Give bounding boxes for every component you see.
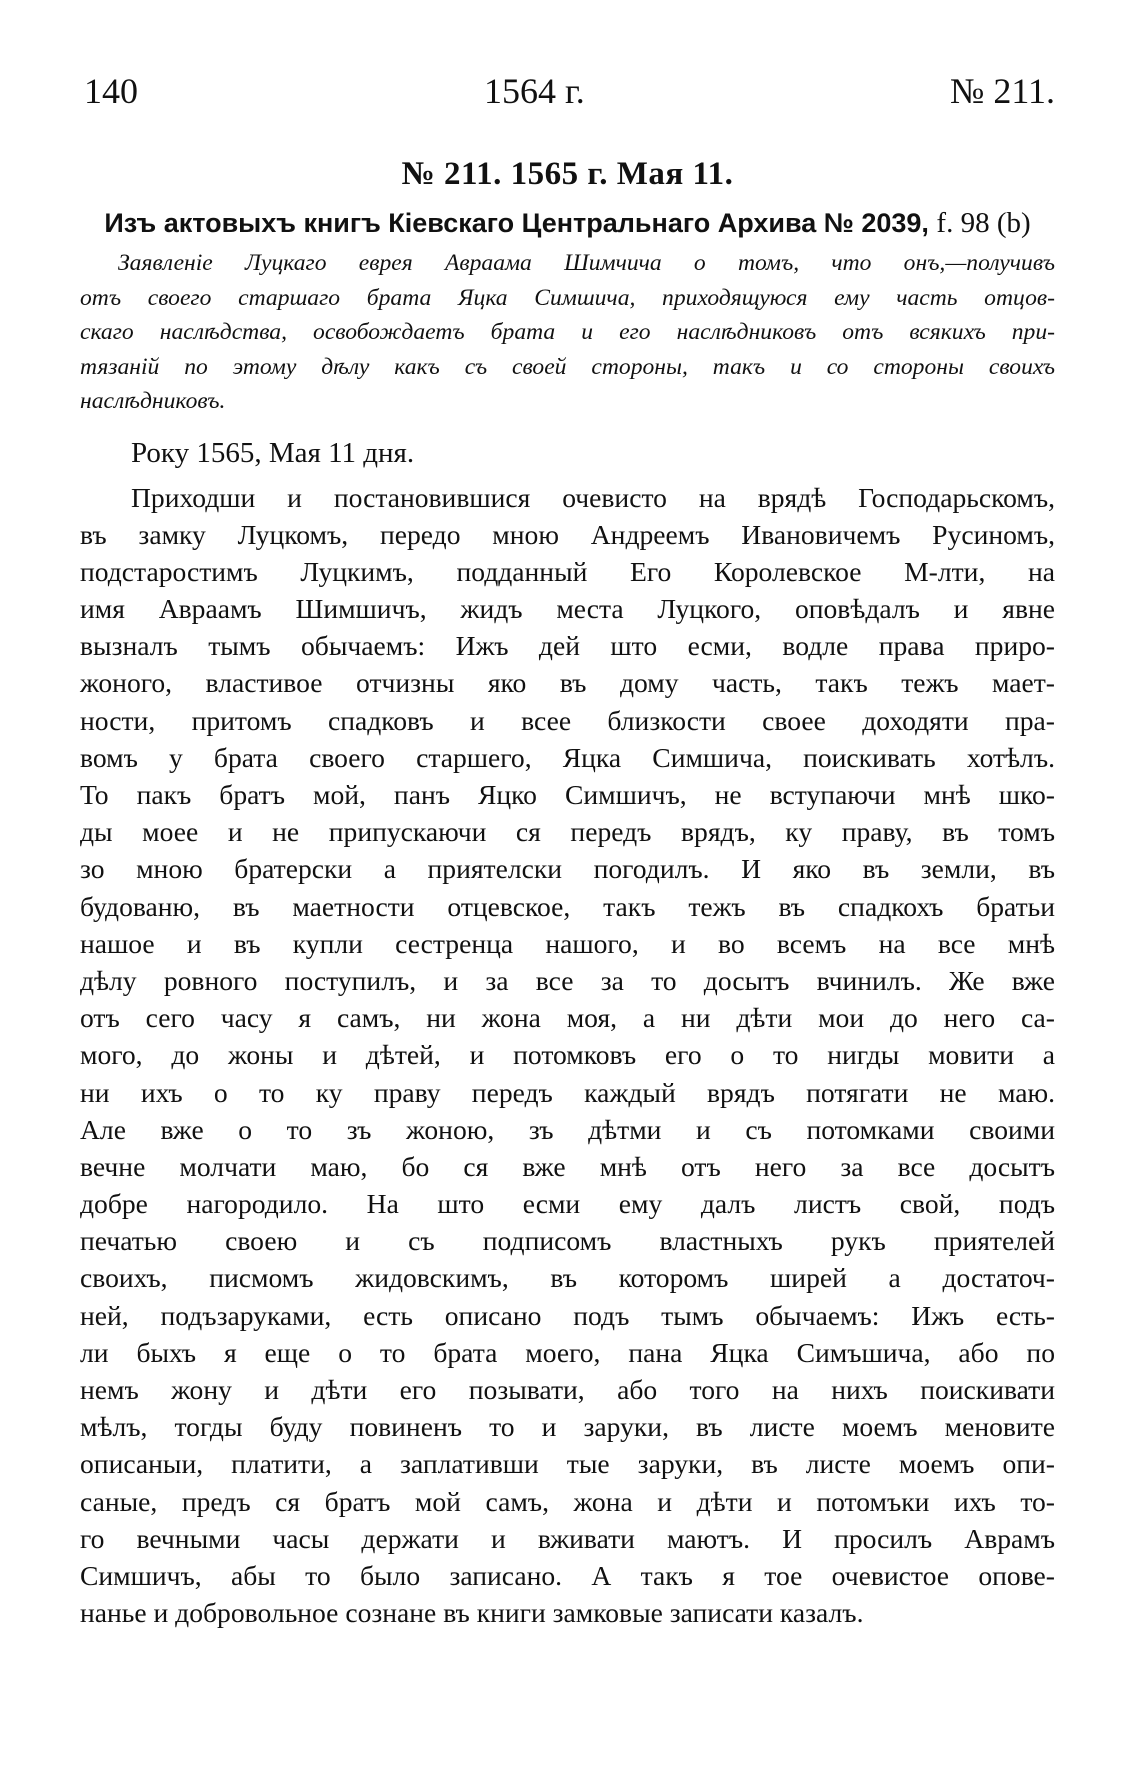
source-folio: f. 98 (b) <box>936 207 1031 239</box>
document-page <box>80 60 1055 1631</box>
body-text <box>80 479 1055 1632</box>
body-line: ности, притомъ спадковъ и всее близкости своее доходяти пра- <box>80 704 1055 736</box>
body-line: печатью своею и съ подписомъ властныхъ рукъ приятелей <box>80 1225 1055 1257</box>
summary-line: скаго наслѣдства, освобождаетъ брата и его наслѣдниковъ отъ всякихъ при- <box>80 319 1055 345</box>
body-line: ни ихъ о то ку праву передъ каждый врядъ потягати не маю. <box>80 1076 1055 1108</box>
body-line: отъ сего часу я самъ, ни жона моя, а ни дѣти мои до него са- <box>80 1002 1055 1034</box>
document-summary <box>80 246 1055 419</box>
summary-line: тязаній по этому дѣлу какъ съ своей стороны, такъ и со стороны своихъ <box>80 353 1055 380</box>
body-line: нашое и въ купли сестренца нашого, и во всемъ на все мнѣ <box>80 927 1055 959</box>
header-year: 1564 г. <box>484 71 585 111</box>
body-line: саные, предъ ся братъ мой самъ, жона и дѣти и потомъки ихъ то- <box>80 1485 1055 1517</box>
body-line: Приходши и постановившися очевисто на врядѣ Господарьскомъ, <box>131 481 1055 513</box>
body-line: мѣлъ, тогды буду повиненъ то и заруки, въ листе моемъ меновите <box>80 1411 1055 1443</box>
body-line: дѣлу ровного поступилъ, и за все за то досытъ вчинилъ. Же вже <box>80 964 1055 996</box>
body-line: ли быхъ я еще о то брата моего, пана Яцка Симъшича, або по <box>80 1336 1055 1368</box>
body-line: имя Авраамъ Шимшичъ, жидъ места Луцкого, оповѣдалъ и явне <box>80 593 1055 625</box>
body-line: вызналъ тымъ обычаемъ: Ижъ дей што есми, водле права приро- <box>80 630 1055 662</box>
body-line: описаныи, платити, а заплативши тые заруки, въ листе моемъ опи- <box>80 1448 1055 1480</box>
body-line: ды моее и не припускаючи ся передъ врядъ, ку праву, въ томъ <box>80 816 1055 848</box>
document-title: № 211. 1565 г. Мая 11. <box>401 156 734 192</box>
body-line: жоного, властивое отчизны яко въ дому часть, такъ тежъ мает- <box>80 667 1055 699</box>
body-line: Але вже о то зъ жоною, зъ дѣтми и съ потомками своими <box>80 1113 1055 1145</box>
summary-line: Заявленіе Луцкаго еврея Авраама Шимчича о томъ, что онъ,—получивъ <box>118 250 1055 276</box>
date-line: Року 1565, Мая 11 дня. <box>131 436 415 469</box>
header-document-number: № 211. <box>949 71 1055 111</box>
source-text: Изъ актовыхъ книгъ Кіевскаго Центральнаго Архива № 2039, <box>104 208 929 238</box>
body-line: немъ жону и дѣти его позывати, або того на нихъ поискивати <box>80 1374 1055 1405</box>
body-line: вомъ у брата своего старшего, Яцка Симшича, поискивать хотѣлъ. <box>80 741 1055 773</box>
body-line: го вечными часы держати и вживати маютъ. И просилъ Аврамъ <box>80 1522 1055 1554</box>
running-header <box>80 60 1055 116</box>
summary-line: отъ своего старшаго брата Яцка Симшича, приходящуюся ему часть отцов- <box>80 284 1055 311</box>
body-line: своихъ, писмомъ жидовскимъ, въ которомъ ширей а достаточ- <box>80 1262 1055 1294</box>
summary-line: наслѣдниковъ. <box>80 388 226 414</box>
body-line: мого, до жоны и дѣтей, и потомковъ его о то нигды мовити а <box>80 1039 1055 1071</box>
body-line: зо мною братерски а приятелски погодилъ. И яко въ земли, въ <box>80 853 1055 885</box>
body-line: добре нагородило. На што есми ему далъ листъ свой, подъ <box>80 1188 1055 1220</box>
body-line: ней, подъзаруками, есть описано подъ тымъ обычаемъ: Ижъ есть- <box>80 1299 1055 1331</box>
page-number: 140 <box>84 71 138 111</box>
body-line: подстаростимъ Луцкимъ, подданный Его Королевское М-лти, на <box>80 555 1055 587</box>
body-line: въ замку Луцкомъ, передо мною Андреемъ Ивановичемъ Русиномъ, <box>80 518 1055 550</box>
body-line: Симшичъ, абы то было записано. А такъ я тое очевистое опове- <box>80 1559 1055 1591</box>
source-citation <box>80 207 1055 240</box>
body-line: будованю, въ маетности отцевское, такъ тежъ въ спадкохъ братьи <box>80 890 1055 922</box>
body-line: То пакъ братъ мой, панъ Яцко Симшичъ, не вступаючи мнѣ шко- <box>80 779 1055 810</box>
body-line: нанье и добровольное сознане въ книги замковые записати казалъ. <box>80 1597 864 1629</box>
body-line: вечне молчати маю, бо ся вже мнѣ отъ него за все досытъ <box>80 1150 1055 1182</box>
